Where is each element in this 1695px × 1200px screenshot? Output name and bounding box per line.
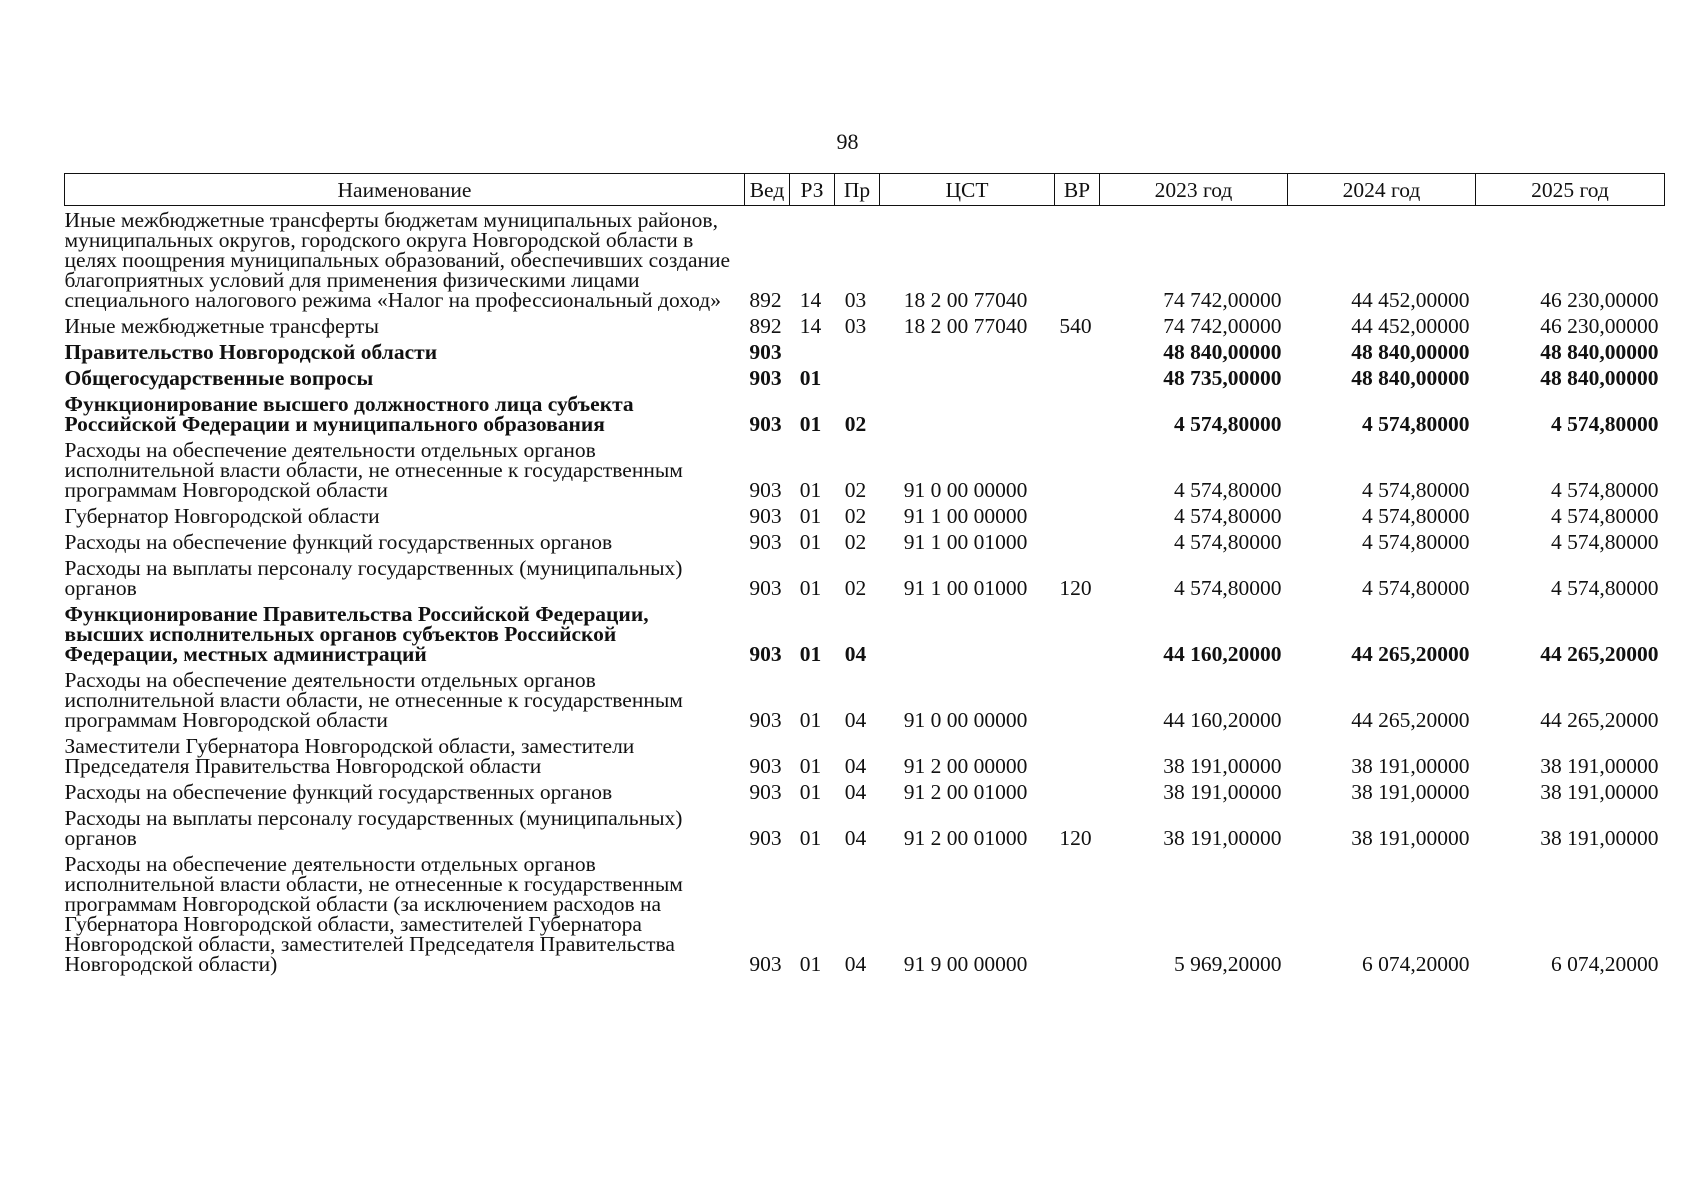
row-pr: 04	[844, 780, 867, 804]
row-rz: 01	[799, 826, 822, 850]
row-rz: 01	[799, 530, 822, 554]
row-rz: 14	[799, 314, 822, 338]
row-pr: 04	[844, 754, 867, 778]
row-amount-2023: 74 742,00000	[1163, 314, 1282, 338]
row-amount-2025: 38 191,00000	[1540, 754, 1659, 778]
row-name: Расходы на обеспечение деятельности отдельных органов исполнительной власти области, не отнесенные к государственным программам Новгородской области	[64, 668, 683, 732]
row-cst: 91 2 00 01000	[903, 780, 1028, 804]
row-amount-2024: 4 574,80000	[1362, 530, 1470, 554]
row-amount-2025: 48 840,00000	[1540, 340, 1659, 364]
row-amount-2023: 4 574,80000	[1174, 530, 1282, 554]
table-row	[65, 312, 1665, 338]
header-2023: 2023 год	[1100, 174, 1288, 206]
row-vr	[1055, 600, 1100, 666]
table-row	[65, 338, 1665, 364]
row-cst: 18 2 00 77040	[903, 288, 1028, 312]
header-2024: 2024 год	[1288, 174, 1476, 206]
row-ved: 892	[749, 314, 782, 338]
row-amount-2025: 44 265,20000	[1540, 708, 1659, 732]
row-rz: 14	[799, 288, 822, 312]
table-row	[65, 502, 1665, 528]
row-vr	[1055, 666, 1100, 732]
table-row	[65, 554, 1665, 600]
row-pr: 04	[844, 826, 867, 850]
row-amount-2024: 4 574,80000	[1362, 478, 1470, 502]
row-amount-2024: 4 574,80000	[1362, 504, 1470, 528]
row-vr	[1055, 850, 1100, 976]
table-row	[65, 364, 1665, 390]
table-row	[65, 206, 1665, 313]
row-name: Расходы на обеспечение функций государственных органов	[64, 780, 613, 804]
table-header	[65, 174, 1665, 206]
row-name: Губернатор Новгородской области	[64, 504, 380, 528]
row-amount-2025: 4 574,80000	[1551, 478, 1659, 502]
row-rz: 01	[799, 478, 822, 502]
header-pr: Пр	[835, 174, 880, 206]
row-ved: 903	[749, 780, 782, 804]
row-cst	[880, 600, 1055, 666]
row-amount-2024: 4 574,80000	[1362, 412, 1470, 436]
row-pr	[835, 364, 880, 390]
header-ved: Вед	[745, 174, 790, 206]
row-amount-2024: 48 840,00000	[1351, 366, 1470, 390]
row-name: Заместители Губернатора Новгородской области, заместители Председателя Правительства Новгородской области	[64, 734, 635, 778]
header-name: Наименование	[65, 174, 745, 206]
row-ved: 903	[749, 504, 782, 528]
row-pr: 03	[844, 314, 867, 338]
row-name: Функционирование Правительства Российской Федерации, высших исполнительных органов субъектов Российской Федерации, местных администраций	[64, 602, 649, 666]
header-cst: ЦСТ	[880, 174, 1055, 206]
row-cst: 91 2 00 00000	[903, 754, 1028, 778]
row-amount-2025: 46 230,00000	[1540, 314, 1659, 338]
row-amount-2024: 38 191,00000	[1351, 754, 1470, 778]
table-row	[65, 778, 1665, 804]
row-amount-2023: 44 160,20000	[1163, 708, 1282, 732]
row-amount-2023: 4 574,80000	[1174, 412, 1282, 436]
row-cst: 18 2 00 77040	[903, 314, 1028, 338]
row-name: Расходы на обеспечение функций государственных органов	[64, 530, 613, 554]
row-name: Расходы на выплаты персоналу государственных (муниципальных) органов	[64, 556, 683, 600]
row-rz: 01	[799, 366, 822, 390]
header-vr: ВР	[1055, 174, 1100, 206]
row-rz: 01	[799, 780, 822, 804]
row-rz: 01	[799, 952, 822, 976]
row-ved: 903	[749, 340, 782, 364]
row-cst: 91 2 00 01000	[903, 826, 1028, 850]
row-pr: 02	[844, 576, 867, 600]
row-ved: 903	[749, 478, 782, 502]
row-name: Расходы на обеспечение деятельности отдельных органов исполнительной власти области, не отнесенные к государственным программам Новгородской области	[64, 438, 683, 502]
row-ved: 903	[749, 576, 782, 600]
row-name: Иные межбюджетные трансферты бюджетам муниципальных районов, муниципальных округов, городского округа Новгородской области в целях поощрения муниципальных образований, обеспечивших создание благоприятных условий для применения физическими лицами специального налогового режима «Налог на профессиональный доход»	[64, 208, 731, 312]
row-amount-2023: 48 840,00000	[1163, 340, 1282, 364]
row-amount-2023: 74 742,00000	[1163, 288, 1282, 312]
row-cst: 91 0 00 00000	[903, 478, 1028, 502]
row-vr	[1055, 364, 1100, 390]
row-amount-2023: 4 574,80000	[1174, 576, 1282, 600]
row-rz: 01	[799, 504, 822, 528]
row-vr: 120	[1059, 576, 1092, 600]
table-row	[65, 666, 1665, 732]
row-rz	[790, 338, 835, 364]
row-amount-2023: 48 735,00000	[1163, 366, 1282, 390]
page-number: 98	[836, 129, 859, 154]
table-row	[65, 732, 1665, 778]
row-amount-2024: 44 265,20000	[1351, 708, 1470, 732]
row-cst: 91 0 00 00000	[903, 708, 1028, 732]
row-pr: 02	[844, 412, 867, 436]
row-cst: 91 9 00 00000	[903, 952, 1028, 976]
row-rz: 01	[799, 412, 822, 436]
row-vr	[1055, 528, 1100, 554]
row-rz: 01	[799, 754, 822, 778]
row-pr: 04	[844, 952, 867, 976]
row-ved: 903	[749, 642, 782, 666]
table-row	[65, 528, 1665, 554]
row-pr: 04	[844, 642, 867, 666]
row-rz: 01	[799, 576, 822, 600]
row-amount-2025: 48 840,00000	[1540, 366, 1659, 390]
row-amount-2023: 38 191,00000	[1163, 780, 1282, 804]
row-cst	[880, 390, 1055, 436]
row-amount-2024: 44 265,20000	[1351, 642, 1470, 666]
row-vr	[1055, 732, 1100, 778]
row-ved: 903	[749, 708, 782, 732]
table-row	[65, 804, 1665, 850]
row-cst: 91 1 00 01000	[903, 530, 1028, 554]
row-ved: 903	[749, 366, 782, 390]
row-name: Общегосударственные вопросы	[64, 366, 374, 390]
row-name: Расходы на обеспечение деятельности отдельных органов исполнительной власти области, не отнесенные к государственным программам Новгородской области (за исключением расходов на Губернатора Новгородской области, заместителей Губернатора Новгородской области, заместителей Председателя Правительства Новгородской области)	[64, 852, 683, 976]
header-rz: РЗ	[790, 174, 835, 206]
row-amount-2025: 38 191,00000	[1540, 826, 1659, 850]
row-name: Расходы на выплаты персоналу государственных (муниципальных) органов	[64, 806, 683, 850]
row-cst: 91 1 00 01000	[903, 576, 1028, 600]
row-pr: 03	[844, 288, 867, 312]
row-pr: 02	[844, 478, 867, 502]
row-amount-2024: 44 452,00000	[1351, 288, 1470, 312]
row-amount-2023: 44 160,20000	[1163, 642, 1282, 666]
row-amount-2024: 38 191,00000	[1351, 826, 1470, 850]
row-amount-2024: 4 574,80000	[1362, 576, 1470, 600]
row-rz: 01	[799, 642, 822, 666]
row-amount-2025: 44 265,20000	[1540, 642, 1659, 666]
row-amount-2024: 6 074,20000	[1362, 952, 1470, 976]
row-cst: 91 1 00 00000	[903, 504, 1028, 528]
row-vr	[1055, 778, 1100, 804]
row-ved: 903	[749, 754, 782, 778]
row-pr: 02	[844, 504, 867, 528]
row-amount-2024: 48 840,00000	[1351, 340, 1470, 364]
row-vr: 540	[1059, 314, 1092, 338]
row-vr	[1055, 390, 1100, 436]
row-vr	[1055, 502, 1100, 528]
row-pr	[835, 338, 880, 364]
row-amount-2024: 38 191,00000	[1351, 780, 1470, 804]
header-2025: 2025 год	[1476, 174, 1665, 206]
budget-table	[64, 173, 1665, 976]
row-amount-2023: 38 191,00000	[1163, 754, 1282, 778]
row-amount-2025: 6 074,20000	[1551, 952, 1659, 976]
row-name: Правительство Новгородской области	[64, 340, 438, 364]
row-amount-2025: 4 574,80000	[1551, 504, 1659, 528]
row-amount-2023: 38 191,00000	[1163, 826, 1282, 850]
row-vr	[1055, 436, 1100, 502]
table-row	[65, 390, 1665, 436]
row-amount-2023: 5 969,20000	[1174, 952, 1282, 976]
row-ved: 892	[749, 288, 782, 312]
row-cst	[880, 364, 1055, 390]
row-vr	[1055, 338, 1100, 364]
row-vr: 120	[1059, 826, 1092, 850]
row-amount-2025: 38 191,00000	[1540, 780, 1659, 804]
row-amount-2023: 4 574,80000	[1174, 478, 1282, 502]
row-pr: 02	[844, 530, 867, 554]
table-row	[65, 436, 1665, 502]
row-name: Функционирование высшего должностного лица субъекта Российской Федерации и муниципального образования	[64, 392, 634, 436]
row-ved: 903	[749, 952, 782, 976]
row-ved: 903	[749, 826, 782, 850]
row-pr: 04	[844, 708, 867, 732]
table-row	[65, 850, 1665, 976]
row-amount-2025: 4 574,80000	[1551, 412, 1659, 436]
header-row	[65, 174, 1665, 206]
row-amount-2025: 4 574,80000	[1551, 530, 1659, 554]
row-amount-2023: 4 574,80000	[1174, 504, 1282, 528]
row-amount-2025: 4 574,80000	[1551, 576, 1659, 600]
row-cst	[880, 338, 1055, 364]
row-ved: 903	[749, 530, 782, 554]
table-body	[65, 206, 1665, 977]
row-amount-2024: 44 452,00000	[1351, 314, 1470, 338]
table-row	[65, 600, 1665, 666]
row-vr	[1055, 206, 1100, 313]
row-name: Иные межбюджетные трансферты	[64, 314, 379, 338]
row-amount-2025: 46 230,00000	[1540, 288, 1659, 312]
row-ved: 903	[749, 412, 782, 436]
row-rz: 01	[799, 708, 822, 732]
